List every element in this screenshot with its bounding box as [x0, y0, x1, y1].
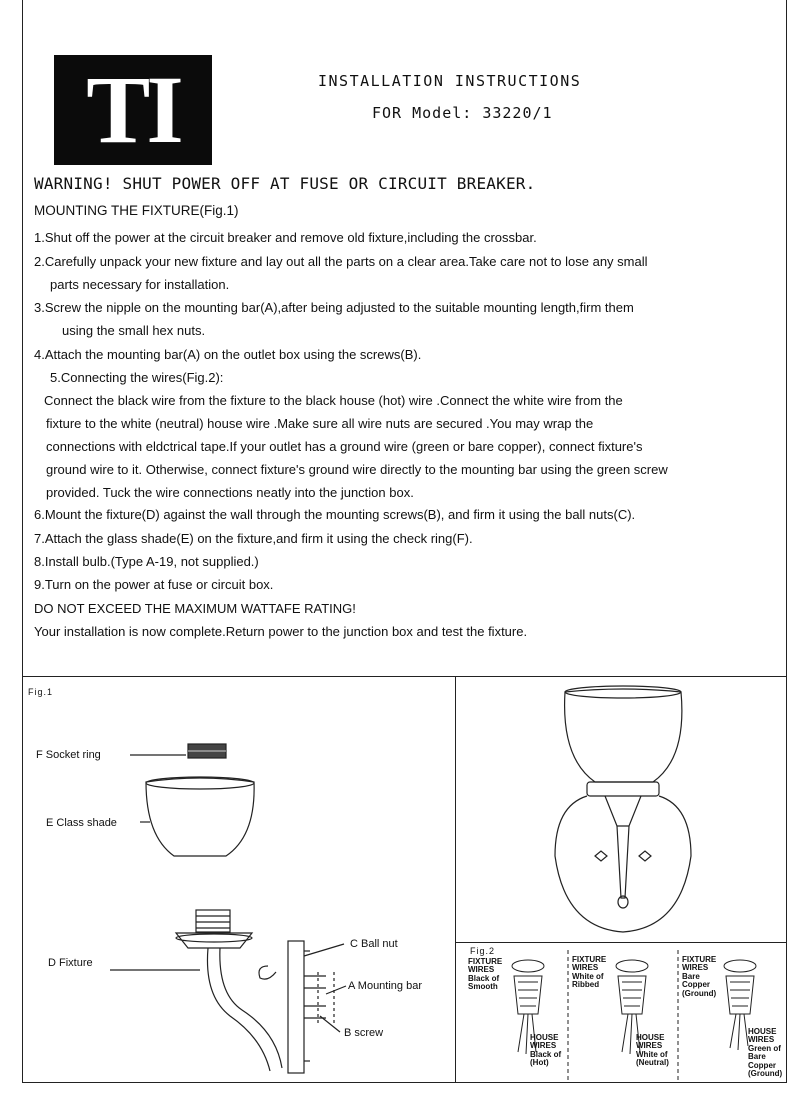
instruction-line: using the small hex nuts. — [62, 323, 206, 338]
model-number: FOR Model: 33220/1 — [372, 104, 553, 122]
document-title: INSTALLATION INSTRUCTIONS — [318, 72, 582, 90]
instruction-line: provided. Tuck the wire connections neatly into the junction box. — [46, 485, 414, 500]
house-wires-ground: HOUSE WIRES Green of Bare Copper (Ground) — [748, 1027, 783, 1078]
glass-shade-shape — [146, 778, 254, 856]
fig1-illustration — [0, 676, 455, 1083]
assembled-fixture-illustration — [455, 676, 787, 942]
instruction-line: 2.Carefully unpack your new fixture and lay out all the parts on a clear area.Take care not to lose any small — [34, 254, 648, 269]
callout-screw: B screw — [344, 1027, 384, 1039]
logo-text: TI — [86, 56, 180, 163]
instruction-line: Your installation is now complete.Return power to the junction box and test the fixture. — [34, 624, 528, 639]
house-wires-hot: HOUSE WIRES Black of (Hot) — [530, 1033, 562, 1068]
house-wires-neutral: HOUSE WIRES White of (Neutral) — [636, 1033, 669, 1068]
callout-glass-shade: E Class shade — [46, 817, 117, 829]
instruction-line: ground wire to it. Otherwise, connect fixture's ground wire directly to the mounting bar using the green screw — [46, 462, 668, 477]
fig2-panel — [458, 942, 787, 1083]
instruction-line: 7.Attach the glass shade(E) on the fixture,and firm it using the check ring(F). — [34, 531, 473, 546]
instruction-line: parts necessary for installation. — [50, 277, 230, 292]
callout-mounting-bar: A Mounting bar — [348, 980, 422, 992]
instruction-line: 4.Attach the mounting bar(A) on the outlet box using the screws(B). — [34, 347, 422, 362]
instruction-line: 3.Screw the nipple on the mounting bar(A),after being adjusted to the suitable mounting length,firm them — [34, 300, 634, 315]
fixture-wires-black: FIXTURE WIRES Black of Smooth — [468, 957, 503, 992]
instruction-line: connections with eldctrical tape.If your outlet has a ground wire (green or bare copper), connect fixture's — [46, 439, 643, 454]
brand-logo — [54, 55, 212, 165]
callout-ball-nut: C Ball nut — [350, 938, 398, 950]
instruction-line: 1.Shut off the power at the circuit breaker and remove old fixture,including the crossbar. — [34, 230, 537, 245]
wall-plate-oval-shape — [555, 796, 691, 932]
fixture-wires-ground: FIXTURE WIRES Bare Copper (Ground) — [682, 955, 717, 998]
callout-socket-ring: F Socket ring — [36, 749, 101, 761]
instruction-line: 9.Turn on the power at fuse or circuit box. — [34, 577, 274, 592]
section-title: MOUNTING THE FIXTURE(Fig.1) — [34, 203, 239, 218]
instruction-line: DO NOT EXCEED THE MAXIMUM WATTAFE RATING! — [34, 601, 356, 616]
fixture-wires-white: FIXTURE WIRES White of Ribbed — [572, 955, 607, 990]
fig2-label: Fig.2 — [470, 946, 496, 956]
callout-fixture: D Fixture — [48, 957, 93, 969]
instruction-line: fixture to the white (neutral) house wire .Make sure all wire nuts are secured .You may wrap the — [46, 416, 594, 431]
wall-plate-shape — [288, 941, 304, 1073]
fig2-wiring-illustration — [458, 942, 787, 1083]
fig1-label: Fig.1 — [28, 687, 54, 697]
instruction-line: 5.Connecting the wires(Fig.2): — [50, 370, 224, 385]
instruction-line: 8.Install bulb.(Type A-19, not supplied.) — [34, 554, 259, 569]
assembled-shade-shape — [565, 689, 682, 782]
instruction-line: Connect the black wire from the fixture to the black house (hot) wire .Connect the white wire from the — [44, 393, 623, 408]
warning-text: WARNING! SHUT POWER OFF AT FUSE OR CIRCUIT BREAKER. — [34, 174, 536, 193]
instruction-line: 6.Mount the fixture(D) against the wall through the mounting screws(B), and firm it using the ball nuts(C). — [34, 507, 636, 522]
